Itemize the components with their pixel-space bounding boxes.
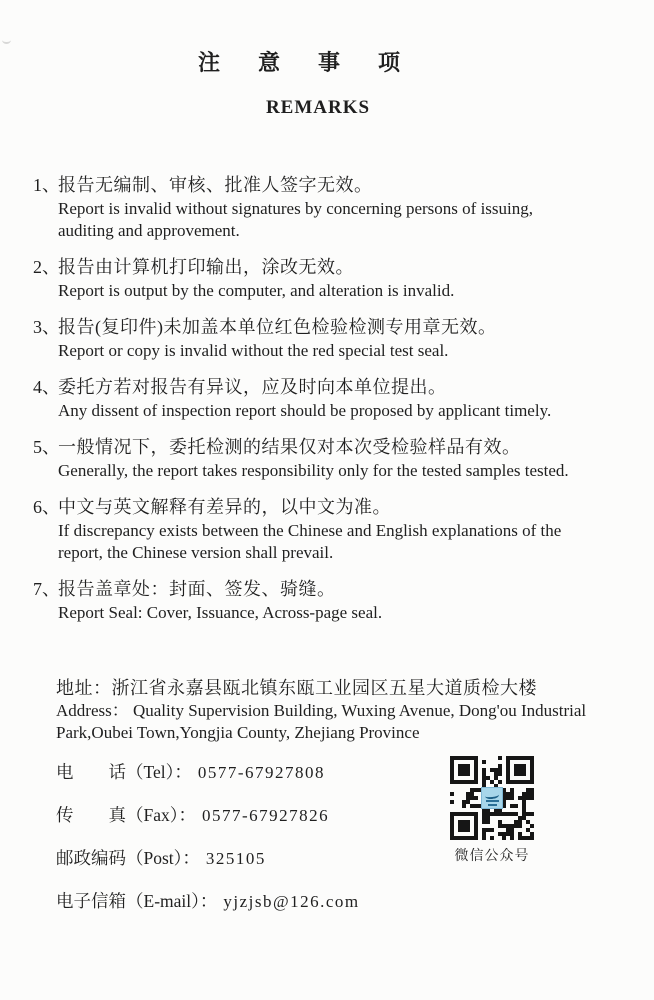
remark-number: 3、	[33, 317, 60, 337]
remark-number: 4、	[33, 377, 60, 397]
remark-english-text: auditing and approvement.	[58, 221, 240, 240]
page-title-chinese: 注意事项	[197, 50, 438, 75]
qr-center-logo	[481, 787, 503, 809]
remark-number: 6、	[33, 497, 60, 517]
remark-english-text: Report or copy is invalid without the red special test seal.	[58, 341, 449, 360]
address-chinese: 地址：浙江省永嘉县瓯北镇东瓯工业园区五星大道质检大楼	[56, 678, 537, 698]
footer-contact-block	[56, 676, 634, 914]
remarks-list	[33, 173, 634, 624]
address-english-line2: Park,Oubei Town,Yongjia County, Zhejiang Province	[56, 723, 420, 742]
contact-list	[56, 761, 634, 914]
address-english-line1: Address： Quality Supervision Building, Wuxing Avenue, Dong'ou Industrial	[56, 701, 587, 720]
remark-english-text: If discrepancy exists between the Chinese and English explanations of the	[58, 521, 562, 540]
remark-number: 7、	[33, 579, 60, 599]
email-value: yjzjsb@126.com	[223, 892, 360, 911]
remark-number: 2、	[33, 257, 60, 277]
wechat-qr-caption: 微信公众号	[454, 849, 530, 864]
page-header	[0, 0, 654, 120]
post-value: 325105	[205, 849, 266, 868]
tel-label: 电 话（Tel）：	[56, 762, 192, 782]
fax-value: 0577-67927826	[202, 806, 330, 825]
remark-english-text: Any dissent of inspection report should be proposed by applicant timely.	[58, 401, 552, 420]
remark-number: 5、	[33, 437, 60, 457]
remark-item-1	[33, 173, 634, 242]
wechat-qr-section	[450, 756, 534, 865]
post-label: 邮政编码（Post）：	[56, 848, 200, 868]
remark-number: 1、	[33, 175, 60, 195]
remark-chinese-text: 报告(复印件)未加盖本单位红色检验检测专用章无效。	[58, 317, 497, 337]
remark-item-4	[33, 375, 634, 422]
remark-item-6	[33, 495, 634, 564]
contact-row-post	[56, 847, 634, 871]
remark-item-2	[33, 255, 634, 302]
remark-chinese-text: 报告无编制、审核、批准人签字无效。	[58, 175, 373, 195]
remark-item-7	[33, 577, 634, 624]
contact-row-tel	[56, 761, 634, 785]
fax-label: 传 真（Fax）：	[56, 805, 196, 825]
remark-chinese-text: 中文与英文解释有差异的，以中文为准。	[58, 497, 391, 517]
contact-row-email	[56, 890, 634, 914]
remark-chinese-text: 委托方若对报告有异议，应及时向本单位提出。	[58, 377, 447, 397]
wechat-qr-code	[450, 756, 534, 840]
tel-value: 0577-67927808	[197, 763, 326, 782]
remark-english-text: Report Seal: Cover, Issuance, Across-page seal.	[58, 603, 383, 622]
remark-item-3	[33, 315, 634, 362]
remark-english-text: Generally, the report takes responsibility only for the tested samples tested.	[58, 461, 569, 480]
remark-english-text: report, the Chinese version shall prevail.	[58, 543, 334, 562]
page-title-english: REMARKS	[265, 97, 371, 118]
remark-item-5	[33, 435, 634, 482]
remark-english-text: Report is invalid without signatures by concerning persons of issuing,	[58, 199, 533, 218]
remark-english-text: Report is output by the computer, and alteration is invalid.	[58, 281, 455, 300]
email-label: 电子信箱（E-mail）：	[56, 891, 218, 911]
scan-artifact	[2, 36, 11, 44]
remark-chinese-text: 报告盖章处：封面、签发、骑缝。	[58, 579, 336, 599]
remark-chinese-text: 报告由计算机打印输出，涂改无效。	[58, 257, 354, 277]
contact-row-fax	[56, 804, 634, 828]
remark-chinese-text: 一般情况下，委托检测的结果仅对本次受检验样品有效。	[58, 437, 521, 457]
